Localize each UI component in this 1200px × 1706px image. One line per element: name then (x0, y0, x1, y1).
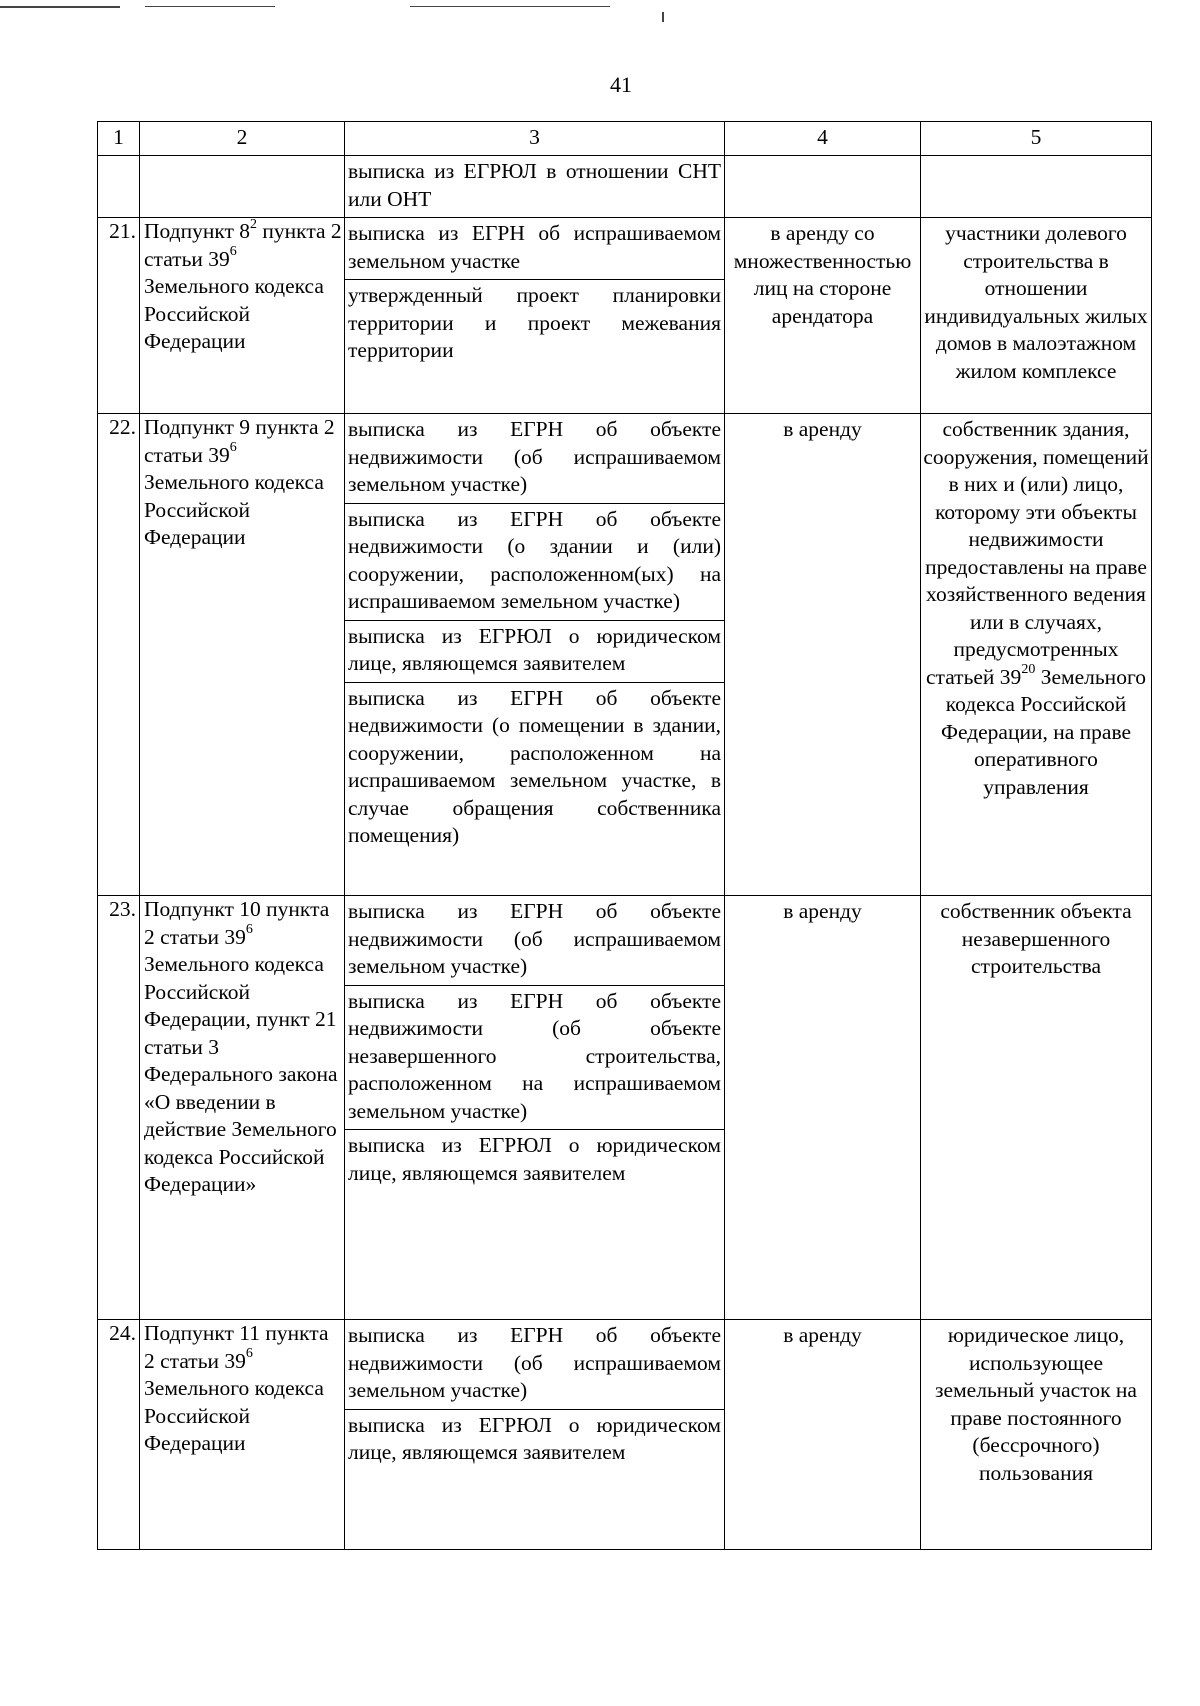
scan-artifact-mark (662, 12, 664, 22)
document-item: выписка из ЕГРЮЛ о юридическом лице, являющемся заявителем (345, 620, 724, 682)
table-row (98, 218, 1152, 414)
applicant: юридическое лицо, использующее земельный участок на праве постоянного (бессрочного) пользования (921, 1320, 1152, 1550)
document-item: выписка из ЕГРН об объекте недвижимости (об испрашиваемом земельном участке) (348, 1323, 721, 1402)
document-item: выписка из ЕГРЮЛ о юридическом лице, являющемся заявителем (345, 1129, 724, 1191)
header-cell: 2 (140, 122, 345, 156)
header-cell: 1 (98, 122, 140, 156)
document-item: выписка из ЕГРН об объекте недвижимости (об испрашиваемом земельном участке) (348, 417, 721, 496)
provision-type: в аренду (725, 1320, 921, 1550)
scan-artifact-line (145, 6, 275, 7)
page-number: 41 (610, 72, 632, 97)
provision-type: в аренду (725, 896, 921, 1320)
row-number: 22. (98, 414, 140, 896)
legal-basis: Подпункт $8^2$ пункта 2 статьи $39^6$ Земельного кодекса Российской Федерации (140, 218, 345, 414)
provision-type: в аренду со множественностью лиц на стороне арендатора (725, 218, 921, 414)
document-item: выписка из ЕГРН об объекте недвижимости (о помещении в здании, сооружении, расположенном на испрашиваемом земельном участке, в случае обращения собственника помещения) (345, 682, 724, 854)
row-number: 24. (98, 1320, 140, 1550)
header-row (98, 122, 1152, 156)
table-row (98, 896, 1152, 1320)
row-number: 23. (98, 896, 140, 1320)
documents-table (97, 121, 1152, 1550)
documents-cell (345, 218, 725, 414)
scan-artifact-line (410, 6, 610, 7)
table-row (98, 1320, 1152, 1550)
scan-artifact-line (0, 6, 120, 8)
legal-basis: Подпункт 9 пункта 2 статьи $39^6$ Земельного кодекса Российской Федерации (140, 414, 345, 896)
row-number: 21. (98, 218, 140, 414)
provision-type: в аренду (725, 414, 921, 896)
applicant: собственник объекта незавершенного строительства (921, 896, 1152, 1320)
documents-cell (345, 414, 725, 896)
applicant: собственник здания, сооружения, помещений в них и (или) лицо, которому эти объекты недвижимости предоставлены на праве хозяйственного ведения или в случаях, предусмотренных статьей $39^{20}$ Земельного кодекса Российской Федерации, на праве оперативного управления (921, 414, 1152, 896)
document-item: выписка из ЕГРН об объекте недвижимости (об испрашиваемом земельном участке) (348, 899, 721, 978)
document-item: выписка из ЕГРЮЛ о юридическом лице, являющемся заявителем (345, 1409, 724, 1471)
table-row (98, 414, 1152, 896)
applicant: участники долевого строительства в отношении индивидуальных жилых домов в малоэтажном жилом комплексе (921, 218, 1152, 414)
document-item: утвержденный проект планировки территории и проект межевания территории (345, 279, 724, 369)
header-cell: 5 (921, 122, 1152, 156)
documents-cell (345, 896, 725, 1320)
document-item: выписка из ЕГРН об объекте недвижимости (об объекте незавершенного строительства, расположенном на испрашиваемом земельном участке) (345, 985, 724, 1130)
legal-basis: Подпункт 11 пункта 2 статьи $39^6$ Земельного кодекса Российской Федерации (140, 1320, 345, 1550)
document-item: выписка из ЕГРН об объекте недвижимости (о здании и (или) сооружении, расположенном(ых) на испрашиваемом земельном участке) (345, 503, 724, 620)
documents-cell (345, 1320, 725, 1550)
header-cell: 4 (725, 122, 921, 156)
document-item: выписка из ЕГРН об испрашиваемом земельном участке (348, 221, 721, 273)
legal-basis: Подпункт 10 пункта 2 статьи $39^6$ Земельного кодекса Российской Федерации, пункт 21 статьи 3 Федерального закона «О введении в действие Земельного кодекса Российской Федерации» (140, 896, 345, 1320)
header-cell: 3 (345, 122, 725, 156)
table-row-continuation (98, 156, 1152, 218)
document-item: выписка из ЕГРЮЛ в отношении СНТ или ОНТ (348, 159, 721, 211)
